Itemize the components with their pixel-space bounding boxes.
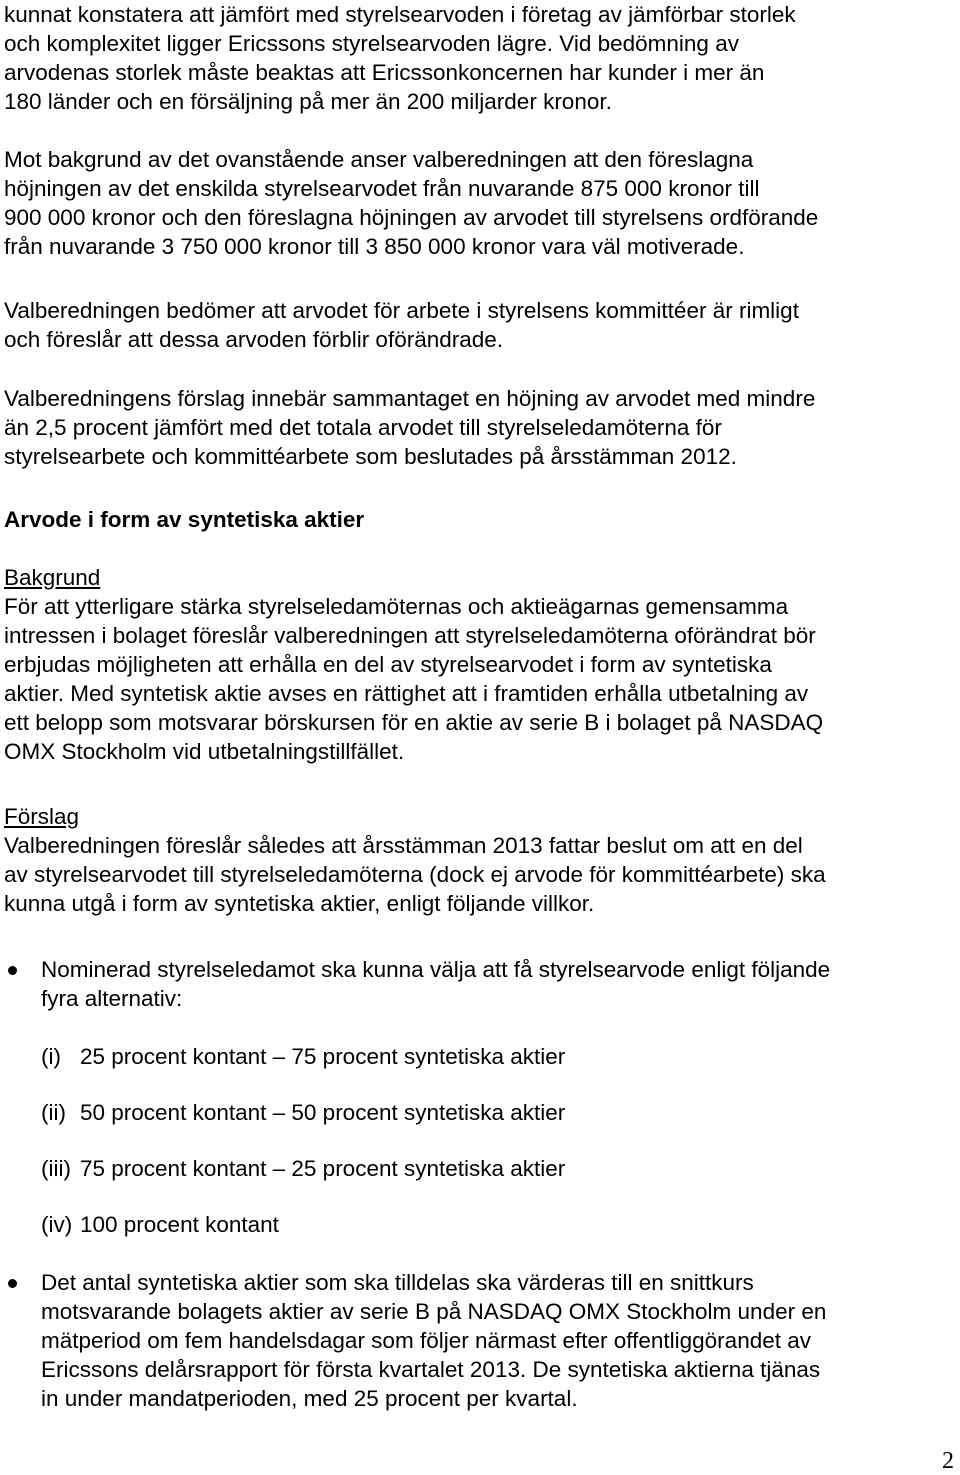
paragraph-line: 900 000 kronor och den föreslagna höjningen av arvodet till styrelsens ordförande bbox=[4, 205, 819, 230]
page-number: 2 bbox=[942, 1448, 954, 1474]
subheading-bakgrund: Bakgrund bbox=[4, 565, 101, 590]
bullet-line: Nominerad styrelseledamot ska kunna välja att få styrelsearvode enligt följande bbox=[41, 957, 831, 982]
paragraph-line: erbjudas möjligheten att erhålla en del av styrelsearvodet i form av syntetiska bbox=[4, 652, 772, 677]
paragraph-line: styrelsearbete och kommittéarbete som beslutades på årsstämman 2012. bbox=[4, 444, 737, 469]
paragraph-line: kunna utgå i form av syntetiska aktier, enligt följande villkor. bbox=[4, 891, 595, 916]
alternative-label: (ii) bbox=[41, 1100, 66, 1125]
bullet-line: fyra alternativ: bbox=[41, 986, 183, 1011]
bullet-icon bbox=[8, 1279, 17, 1288]
paragraph-line: OMX Stockholm vid utbetalningstillfället. bbox=[4, 739, 405, 764]
paragraph-line: än 2,5 procent jämfört med det totala arvodet till styrelseledamöterna för bbox=[4, 415, 722, 440]
paragraph-line: kunnat konstatera att jämfört med styrelsearvoden i företag av jämförbar storlek bbox=[4, 2, 796, 27]
paragraph-line: Mot bakgrund av det ovanstående anser valberedningen att den föreslagna bbox=[4, 147, 754, 172]
alternative-label: (iv) bbox=[41, 1212, 73, 1237]
paragraph-line: Valberedningen föreslår således att årsstämman 2013 fattar beslut om att en del bbox=[4, 833, 803, 858]
alternative-label: (i) bbox=[41, 1044, 61, 1069]
section-heading: Arvode i form av syntetiska aktier bbox=[4, 507, 365, 532]
paragraph-line: av styrelsearvodet till styrelseledamöterna (dock ej arvode för kommittéarbete) ska bbox=[4, 862, 826, 887]
alternative-text: 50 procent kontant – 50 procent syntetiska aktier bbox=[80, 1100, 566, 1125]
subheading-forslag: Förslag bbox=[4, 804, 80, 829]
alternative-text: 25 procent kontant – 75 procent syntetiska aktier bbox=[80, 1044, 566, 1069]
paragraph-line: från nuvarande 3 750 000 kronor till 3 850 000 kronor vara väl motiverade. bbox=[4, 234, 745, 259]
paragraph-line: Valberedningen bedömer att arvodet för arbete i styrelsens kommittéer är rimligt bbox=[4, 298, 799, 323]
alternative-text: 100 procent kontant bbox=[80, 1212, 279, 1237]
bullet-line: in under mandatperioden, med 25 procent per kvartal. bbox=[41, 1386, 578, 1411]
paragraph-line: ett belopp som motsvarar börskursen för en aktie av serie B i bolaget på NASDAQ bbox=[4, 710, 824, 735]
bullet-line: Ericssons delårsrapport för första kvartalet 2013. De syntetiska aktierna tjänas bbox=[41, 1357, 821, 1382]
paragraph-line: arvodenas storlek måste beaktas att Ericssonkoncernen har kunder i mer än bbox=[4, 60, 765, 85]
paragraph-line: och komplexitet ligger Ericssons styrelsearvoden lägre. Vid bedömning av bbox=[4, 31, 739, 56]
paragraph-line: intressen i bolaget föreslår valberedningen att styrelseledamöterna oförändrat bör bbox=[4, 623, 816, 648]
bullet-icon bbox=[8, 966, 17, 975]
paragraph-line: och föreslår att dessa arvoden förblir oförändrade. bbox=[4, 327, 504, 352]
paragraph-line: För att ytterligare stärka styrelseledamöternas och aktieägarnas gemensamma bbox=[4, 594, 789, 619]
bullet-line: mätperiod om fem handelsdagar som följer närmast efter offentliggörandet av bbox=[41, 1328, 811, 1353]
paragraph-line: aktier. Med syntetisk aktie avses en rättighet att i framtiden erhålla utbetalning av bbox=[4, 681, 809, 706]
paragraph-line: höjningen av det enskilda styrelsearvodet från nuvarande 875 000 kronor till bbox=[4, 176, 760, 201]
alternative-label: (iii) bbox=[41, 1156, 71, 1181]
paragraph-line: 180 länder och en försäljning på mer än 200 miljarder kronor. bbox=[4, 89, 612, 114]
bullet-line: motsvarande bolagets aktier av serie B på NASDAQ OMX Stockholm under en bbox=[41, 1299, 827, 1324]
alternative-text: 75 procent kontant – 25 procent syntetiska aktier bbox=[80, 1156, 566, 1181]
paragraph-line: Valberedningens förslag innebär sammantaget en höjning av arvodet med mindre bbox=[4, 386, 816, 411]
bullet-line: Det antal syntetiska aktier som ska tilldelas ska värderas till en snittkurs bbox=[41, 1270, 754, 1295]
